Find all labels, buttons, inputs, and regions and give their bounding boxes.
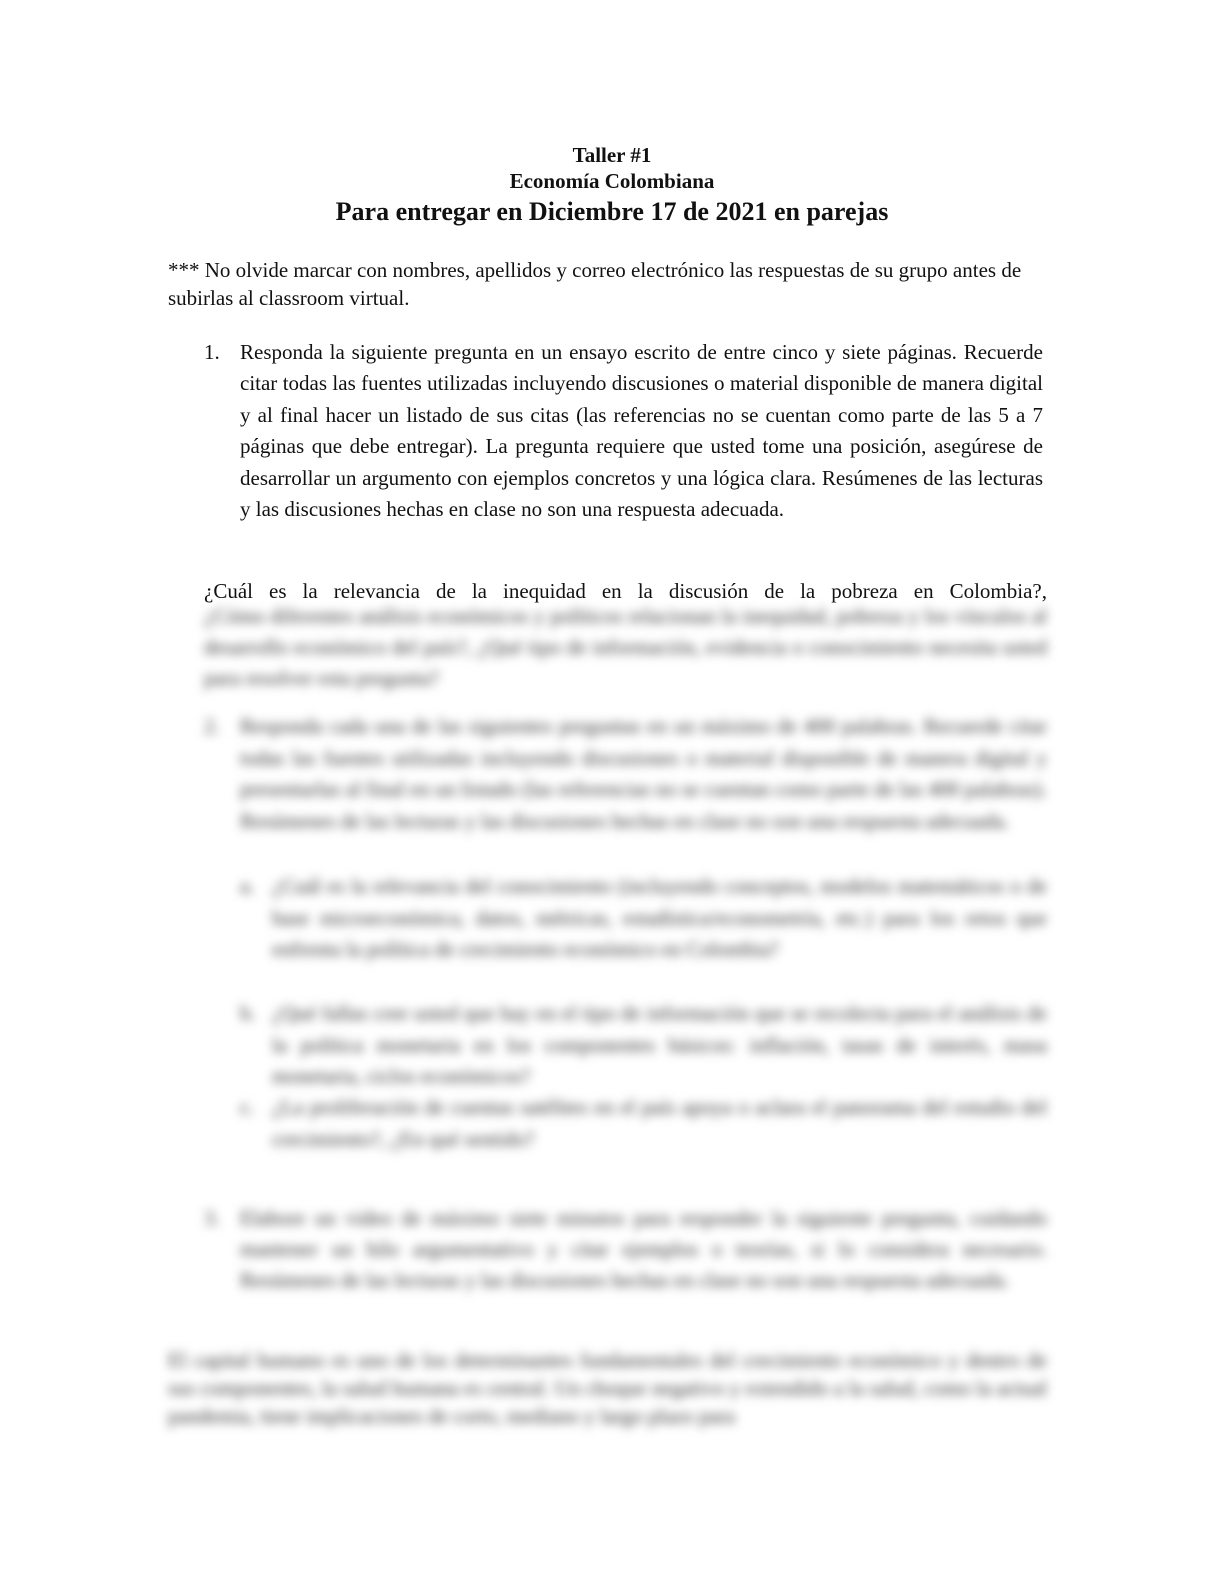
item-1-question-rest: ¿Cómo diferentes análisis económicos y políticos relacionan la inequidad, pobreza y los vínculos al desarrollo económico del país?, ¿Qué tipo de información, evidencia o conocimiento necesita usted para resolver esta pregunta? <box>204 604 1047 690</box>
item-2c-letter: c. <box>240 1095 255 1119</box>
item-1-text: Responda la siguiente pregunta en un ensayo escrito de entre cinco y siete páginas. Recuerde citar todas las fuentes utilizadas incluyendo discusiones o material disponible de manera digital y al final hacer un listado de sus citas (las referencias no se cuentan como parte de las 5 a 7 páginas que debe entregar). La pregunta requiere que usted tome una posición, asegúrese de desarrollar un argumento con ejemplos concretos y una lógica clara. Resúmenes de las lecturas y las discusiones hechas en clase no son una respuesta adecuada. <box>240 340 1043 522</box>
item-2b-letter: b. <box>240 1001 256 1025</box>
item-2a-text: ¿Cuál es la relevancia del conocimiento (incluyendo conceptos, modelos matemáticos o de base microeconómica, datos, métricas, estadística/econometría, etc.) para los retos que enfrenta la política de crecimiento económico en Colombia? <box>272 874 1047 961</box>
closing-paragraph: El capital humano es uno de los determinantes fundamentales del crecimiento económico y dentro de sus componentes, la salud humana es central. Un choque negativo y extendido a la salud, como la actual pandemia, tiene implicaciones de corto, mediano y largo plazo para <box>168 1348 1047 1428</box>
item-3-text: Elabore un video de máximo siete minutos para responder la siguiente pregunta, cuidando mantener un hilo argumentativo y citar ejemplos o teorías, si lo considera necesario. Resúmenes de las lecturas y las discusiones hechas en clase no son una respuesta adecuada. <box>240 1206 1047 1292</box>
document-header <box>0 142 1224 230</box>
item-1-question: ¿Cuál es la relevancia de la inequidad en la discusión de la pobreza en Colombia?, <box>204 579 1047 603</box>
item-2-number: 2. <box>204 714 220 738</box>
item-3-number: 3. <box>204 1206 220 1230</box>
item-2-text: Responda cada una de las siguientes preguntas en un máximo de 400 palabras. Recuerde citar todas las fuentes utilizadas incluyendo discusiones o material disponible de manera digital y presentarlas al final en un listado (las referencias no se cuentan como parte de las 400 palabras). Resúmenes de las lecturas y las discusiones hechas en clase no son una respuesta adecuada. <box>240 714 1047 833</box>
course-name: Economía Colombiana <box>509 169 715 193</box>
item-1-number: 1. <box>204 340 220 364</box>
workshop-title: Taller #1 <box>572 143 652 167</box>
item-2b-text: ¿Qué fallas cree usted que hay en el tipo de información que se recolecta para el análisis de la política monetaria en los componentes básicos: inflación, tasas de interés, masa monetaria, ciclos económicos? <box>272 1001 1047 1088</box>
item-2c-text: ¿La proliferación de cuentas satélites en el país apoya o aclara el panorama del estudio del crecimiento?, ¿En qué sentido? <box>272 1095 1047 1151</box>
submission-note: *** No olvide marcar con nombres, apellidos y correo electrónico las respuestas de su grupo antes de subirlas al classroom virtual. <box>168 258 1022 310</box>
item-2a-letter: a. <box>240 874 255 898</box>
due-date-heading: Para entregar en Diciembre 17 de 2021 en parejas <box>335 197 889 226</box>
